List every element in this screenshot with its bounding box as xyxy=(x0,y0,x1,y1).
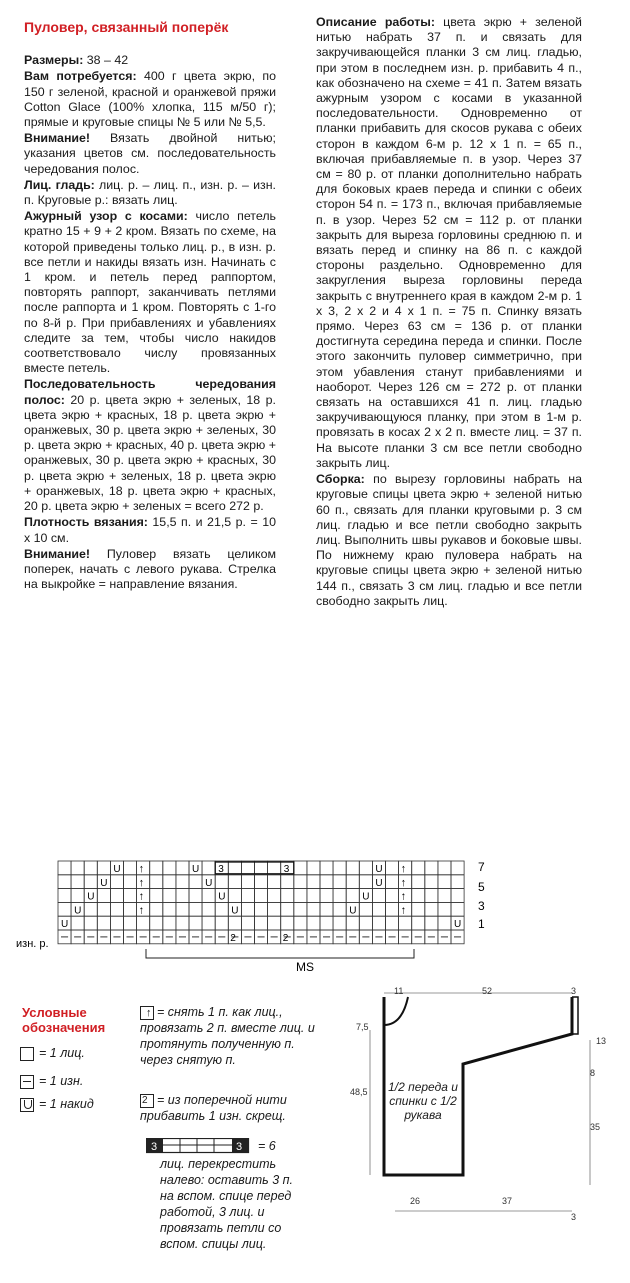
chart-cell xyxy=(163,875,176,889)
chart-cell xyxy=(176,875,189,889)
sizes-value: 38 – 42 xyxy=(83,53,129,68)
dim-3-top: 3 xyxy=(571,986,577,996)
legend-cable-eq: = 6 xyxy=(258,1139,276,1153)
chart-cell xyxy=(189,902,202,916)
dim-8: 8 xyxy=(590,1068,596,1078)
row-number-1: 1 xyxy=(478,917,485,931)
chart-cell xyxy=(346,861,359,875)
chart-cell xyxy=(294,889,307,903)
chart-cell xyxy=(333,861,346,875)
sk2p-mark: ↑ xyxy=(138,863,145,875)
left-column xyxy=(24,20,276,593)
chart-cell xyxy=(58,889,71,903)
chart-cell xyxy=(241,916,254,930)
chart-cell xyxy=(110,875,123,889)
row-number-7: 7 xyxy=(478,860,485,874)
yarnover-mark: U xyxy=(362,891,370,903)
chart-cell xyxy=(399,916,412,930)
work-value: цвета экрю + зеленой нитью набрать 37 п. и связать для закручивающейся планки 3 см лиц. гладью, при этом в последнем изн. р. прибавить 4 п., как обозначено на схеме = 41 п. Затем вязать ажурным узором с косами в указанной последовательности. Одновременно от планки прибавить для скосов рукава с обеих сторон в каждом 6-м р. 12 х 1 п. = 65 п., включая прибавляемые п. в узор. Через 37 см = 80 р. от планки дополнительно набрать для боковых краев переда и спинки с обеих сторон 54 п. = 173 п., включая прибавляемые п. в узор. Через 52 см = 112 р. от планки закрыть для выреза горловины среднюю п. и вязать перед и спинку на 86 п. с каждой стороны раздельно. Одновременно для закругления выреза горловины переда закрыть с внутреннего края в каждом 2-м р. 1 х 3, 2 х 2 и 4 х 1 п. = 75 п. Спинку вязать прямо. Через 63 см = 136 р. от планки достигнута середина переда и спинки. После этого закончить пуловер симметрично, при этом убавления станут прибавлениями и наоборот. Через 126 см = 272 р. от планки связать на оставшихся 41 п. лиц. гладью закручивающуюся планку, при этом в 1-м р. провязать в косах 2 х 2 п. вместе лиц. = 37 п. На высоте планки 3 см все петли свободно закрыть лиц. xyxy=(316,15,582,470)
chart-cell xyxy=(386,916,399,930)
legend-title: Условные обозначения xyxy=(22,1005,106,1035)
increase-mark: 2 xyxy=(230,933,236,944)
density-label: Плотность вязания: xyxy=(24,515,148,530)
chart-cell xyxy=(412,875,425,889)
dim-35: 35 xyxy=(590,1122,601,1132)
chart-cell xyxy=(150,889,163,903)
chart-cell xyxy=(320,875,333,889)
sequence-paragraph xyxy=(24,377,276,514)
chart-cell xyxy=(97,861,110,875)
chart-cell xyxy=(268,861,281,875)
sk2p-mark: ↑ xyxy=(400,890,407,903)
legend-knit xyxy=(20,1046,85,1061)
row-number-5: 5 xyxy=(478,880,485,894)
chart-cell xyxy=(412,916,425,930)
dim-7-5: 7,5 xyxy=(356,1022,369,1032)
right-column xyxy=(316,15,582,610)
chart-cell xyxy=(241,875,254,889)
attention-paragraph-2 xyxy=(24,547,276,593)
cable-symbol-icon xyxy=(146,1138,258,1154)
chart-cell xyxy=(386,902,399,916)
repeat-bracket xyxy=(146,949,414,958)
chart-cell xyxy=(425,916,438,930)
sk2p-mark: ↑ xyxy=(400,876,407,889)
chart-cell xyxy=(124,861,137,875)
materials-label: Вам потребуется: xyxy=(24,69,137,84)
legend-increase-text: = из поперечной нити прибавить 1 изн. скрещ. xyxy=(140,1093,287,1123)
chart-cell xyxy=(84,861,97,875)
work-paragraph xyxy=(316,15,582,471)
materials-value: 400 г цвета экрю, по 150 г зеленой, красной и оранжевой пряжи Cotton Glace (100% хлопка, 115 м/50 г); прямые и круговые спицы № 5 или № 5,5. xyxy=(24,69,276,130)
chart-cell xyxy=(320,902,333,916)
yarnover-mark: U xyxy=(192,864,200,875)
chart-cell xyxy=(412,902,425,916)
chart-cell xyxy=(110,889,123,903)
chart-cell xyxy=(241,902,254,916)
chart-cell xyxy=(307,916,320,930)
dim-13: 13 xyxy=(596,1036,607,1046)
yarnover-mark: U xyxy=(218,891,226,903)
chart-cell xyxy=(58,875,71,889)
chart-cell xyxy=(150,861,163,875)
chart-cell xyxy=(58,861,71,875)
chart-cell xyxy=(268,889,281,903)
chart-cell xyxy=(71,861,84,875)
sk2p-mark: ↑ xyxy=(400,904,407,917)
chart-cell xyxy=(425,902,438,916)
chart-cell xyxy=(268,916,281,930)
chart-cell xyxy=(451,889,464,903)
yarnover-mark: U xyxy=(349,905,357,917)
chart-cell xyxy=(333,902,346,916)
cable-number: 3 xyxy=(218,864,224,875)
chart-cell xyxy=(71,889,84,903)
yarnover-mark: U xyxy=(375,877,383,889)
chart-cell xyxy=(163,861,176,875)
chart-cell xyxy=(58,902,71,916)
stockinette-label: Лиц. гладь: xyxy=(24,177,95,192)
sk2p-mark: ↑ xyxy=(138,890,145,903)
chart-cell xyxy=(228,875,241,889)
attention-label-2: Внимание! xyxy=(24,546,91,561)
attention-value-2: Пуловер вязать целиком поперек, начать с левого рукава. Стрелка на выкройке = направление вязания. xyxy=(24,546,276,592)
chart-cell xyxy=(255,889,268,903)
chart-cell xyxy=(372,889,385,903)
yarnover-mark: U xyxy=(87,891,95,903)
chart-cell xyxy=(425,889,438,903)
chart-cell xyxy=(333,889,346,903)
chart-cell xyxy=(425,875,438,889)
density-paragraph xyxy=(24,515,276,545)
yarnover-mark: U xyxy=(231,905,239,917)
legend-cable-text: лиц. перекрестить налево: оставить 3 п. на вспом. спице перед работой, 3 лиц. и провязать петли со вспом. спицы лиц. xyxy=(160,1157,293,1251)
sk2p-mark: ↑ xyxy=(400,863,407,875)
chart-cell xyxy=(320,916,333,930)
chart-cell xyxy=(307,861,320,875)
chart-cell xyxy=(189,889,202,903)
dim-3-bottom: 3 xyxy=(571,1212,577,1222)
dim-37: 37 xyxy=(502,1196,513,1206)
chart-cell xyxy=(84,916,97,930)
yarnover-mark: U xyxy=(100,877,108,889)
chart-cell xyxy=(294,861,307,875)
knitting-chart xyxy=(0,855,630,975)
chart-cell xyxy=(307,902,320,916)
increase-symbol-icon: 2 xyxy=(140,1094,154,1108)
dim-11: 11 xyxy=(394,986,404,996)
article-title: Пуловер, связанный поперёк xyxy=(24,19,229,35)
chart-cell xyxy=(451,861,464,875)
chart-cell xyxy=(124,875,137,889)
repeat-label: MS xyxy=(296,960,314,974)
chart-cell xyxy=(137,916,150,930)
chart-cell xyxy=(176,889,189,903)
attention-label-1: Внимание! xyxy=(24,131,91,146)
chart-cell xyxy=(281,875,294,889)
dim-48-5: 48,5 xyxy=(350,1087,368,1097)
chart-cell xyxy=(202,889,215,903)
purl-symbol-icon xyxy=(20,1075,34,1089)
chart-cell xyxy=(97,902,110,916)
chart-cell xyxy=(110,902,123,916)
chart-cell xyxy=(84,902,97,916)
yarnover-mark: U xyxy=(74,905,82,917)
chart-cell xyxy=(386,861,399,875)
chart-cell xyxy=(333,916,346,930)
chart-cell xyxy=(215,875,228,889)
chart-cell xyxy=(359,861,372,875)
sk2p-symbol-icon: ↑ xyxy=(140,1006,154,1020)
assembly-paragraph xyxy=(316,472,582,609)
yarnover-mark: U xyxy=(375,864,383,875)
chart-cell xyxy=(425,861,438,875)
stockinette-paragraph xyxy=(24,178,276,208)
chart-cell xyxy=(202,902,215,916)
lace-value: число петель кратно 15 + 9 + 2 кром. Вязать по схеме, на которой приведены только лиц. р., в изн. р. все петли и накиды вязать изн. Начинать с 1 кром. и петель перед раппортом, повторять раппорт, заканчивать петлями после раппорта и 1 кром. Повторять с 1-го по 8-й р. При прибавлениях и убавлениях следите за тем, чтобы число накидов соответствовало числу провязанных вместе петель. xyxy=(24,209,277,376)
chart-cell xyxy=(320,861,333,875)
chart-cell xyxy=(176,902,189,916)
chart-cell xyxy=(346,916,359,930)
chart-cell xyxy=(438,861,451,875)
chart-cell xyxy=(71,916,84,930)
cable-number: 3 xyxy=(283,864,290,875)
sequence-label: Последовательность чередования полос: xyxy=(24,377,276,407)
chart-cell xyxy=(255,875,268,889)
schema-label: 1/2 переда и спинки с 1/2 рукава xyxy=(388,1080,458,1122)
sequence-value: 20 р. цвета экрю + зеленых, 18 р. цвета экрю + красных, 18 р. цвета экрю + оранжевых, 30 р. цвета экрю + зеленых, 30 р. цвета экрю + красных, 40 р. цвета экрю + оранжевых, 30 р. цвета экрю + красных, 30 р. цвета экрю + зеленых, 18 р. цвета экрю + оранжевых, 18 р. цвета экрю + красных, 20 р. цвета экрю + зеленых = всего 272 р. xyxy=(24,392,276,514)
chart-cell xyxy=(412,889,425,903)
chart-cell xyxy=(294,875,307,889)
chart-cell xyxy=(359,875,372,889)
chart-cell xyxy=(228,861,241,875)
chart-cell xyxy=(438,902,451,916)
yarnover-symbol-icon xyxy=(20,1098,34,1112)
chart-cell xyxy=(281,889,294,903)
chart-cell xyxy=(346,875,359,889)
chart-symbols xyxy=(61,862,461,944)
assembly-value: по вырезу горловины набрать на круговые спицы цвета экрю + зеленой нитью 60 п., связать для планки круговыми р. 3 см лиц. гладью и все петли свободно закрыть лиц. Выполнить швы рукавов и боковые швы. По нижнему краю пуловера набрать на круговые спицы цвета экрю + зеленой нитью 144 п., связать 3 см лиц. гладью и все петли свободно закрыть лиц. xyxy=(316,472,582,608)
chart-cell xyxy=(97,889,110,903)
chart-cell xyxy=(372,902,385,916)
attention-value-1: Вязать двойной нитью; указания цветов см. последовательность чередования полос. xyxy=(24,131,276,176)
assembly-label: Сборка: xyxy=(316,472,365,487)
lace-paragraph xyxy=(24,209,276,376)
materials-paragraph xyxy=(24,69,276,130)
chart-cell xyxy=(124,902,137,916)
cable-num-right: 3 xyxy=(236,1141,243,1153)
chart-cell xyxy=(268,875,281,889)
yarnover-mark: U xyxy=(113,864,121,875)
chart-cell xyxy=(255,861,268,875)
neckline-curve xyxy=(384,997,408,1025)
chart-cell xyxy=(215,902,228,916)
sk2p-mark: ↑ xyxy=(138,904,145,917)
chart-cell xyxy=(202,861,215,875)
legend-purl xyxy=(20,1074,83,1089)
sk2p-mark: ↑ xyxy=(138,876,145,889)
chart-cell xyxy=(372,916,385,930)
attention-paragraph-1 xyxy=(24,131,276,177)
chart-cell xyxy=(189,916,202,930)
chart-cell xyxy=(228,889,241,903)
chart-cell xyxy=(110,916,123,930)
legend-purl-text: = 1 изн. xyxy=(39,1074,84,1088)
chart-cell xyxy=(176,861,189,875)
chart-cell xyxy=(320,889,333,903)
yarnover-mark: U xyxy=(61,919,69,931)
chart-cell xyxy=(150,875,163,889)
legend-sk2p xyxy=(140,1004,330,1068)
chart-cell xyxy=(241,889,254,903)
chart-cell xyxy=(307,889,320,903)
legend-increase xyxy=(140,1092,330,1124)
work-label: Описание работы: xyxy=(316,15,435,29)
row-number-3: 3 xyxy=(478,899,485,913)
chart-cell xyxy=(294,902,307,916)
chart-cell xyxy=(281,916,294,930)
chart-cell xyxy=(124,889,137,903)
sizes-label: Размеры: xyxy=(24,53,84,68)
chart-cell xyxy=(215,916,228,930)
chart-cell xyxy=(268,902,281,916)
chart-cell xyxy=(386,875,399,889)
chart-cell xyxy=(150,916,163,930)
chart-cell xyxy=(176,916,189,930)
chart-cell xyxy=(438,875,451,889)
chart-cell xyxy=(307,875,320,889)
legend-knit-text: = 1 лиц. xyxy=(39,1046,85,1060)
chart-cell xyxy=(333,875,346,889)
legend-yarnover xyxy=(20,1097,94,1112)
chart-cell xyxy=(346,889,359,903)
sizes-paragraph xyxy=(24,53,276,68)
garment-schema xyxy=(340,985,625,1235)
chart-cell xyxy=(451,902,464,916)
chart-cell xyxy=(359,902,372,916)
chart-cell xyxy=(150,902,163,916)
dim-52: 52 xyxy=(482,986,493,996)
purl-row-label: изн. р. xyxy=(16,938,49,950)
chart-cell xyxy=(359,916,372,930)
chart-cell xyxy=(228,916,241,930)
chart-cell xyxy=(71,875,84,889)
legend-sk2p-text: = снять 1 п. как лиц., провязать 2 п. вместе лиц. и протянуть полученную п. через снятую п. xyxy=(140,1005,315,1067)
chart-cell xyxy=(281,902,294,916)
knit-symbol-icon xyxy=(20,1047,34,1061)
chart-cell xyxy=(438,916,451,930)
chart-cell xyxy=(241,861,254,875)
chart-cell xyxy=(124,916,137,930)
chart-cell xyxy=(84,875,97,889)
yarnover-mark: U xyxy=(454,919,462,931)
lace-label: Ажурный узор с косами: xyxy=(24,209,188,224)
chart-cell xyxy=(255,916,268,930)
chart-cell xyxy=(97,916,110,930)
density-value: 15,5 п. и 21,5 р. = 10 х 10 см. xyxy=(24,515,276,545)
chart-cell xyxy=(412,861,425,875)
chart-cell xyxy=(163,889,176,903)
legend-yarnover-text: = 1 накид xyxy=(39,1097,94,1111)
chart-cell xyxy=(163,916,176,930)
chart-cell xyxy=(294,916,307,930)
chart-cell xyxy=(438,889,451,903)
chart-cell xyxy=(451,875,464,889)
cable-num-left: 3 xyxy=(151,1141,158,1153)
increase-mark: 2 xyxy=(282,933,289,944)
dim-26: 26 xyxy=(410,1196,421,1206)
stockinette-value: лиц. р. – лиц. п., изн. р. – изн. п. Круговые р.: вязать лиц. xyxy=(24,177,276,208)
yarnover-mark: U xyxy=(205,877,213,889)
chart-cell xyxy=(202,916,215,930)
chart-cell xyxy=(255,902,268,916)
chart-cell xyxy=(386,889,399,903)
chart-cell xyxy=(189,875,202,889)
chart-cell xyxy=(163,902,176,916)
